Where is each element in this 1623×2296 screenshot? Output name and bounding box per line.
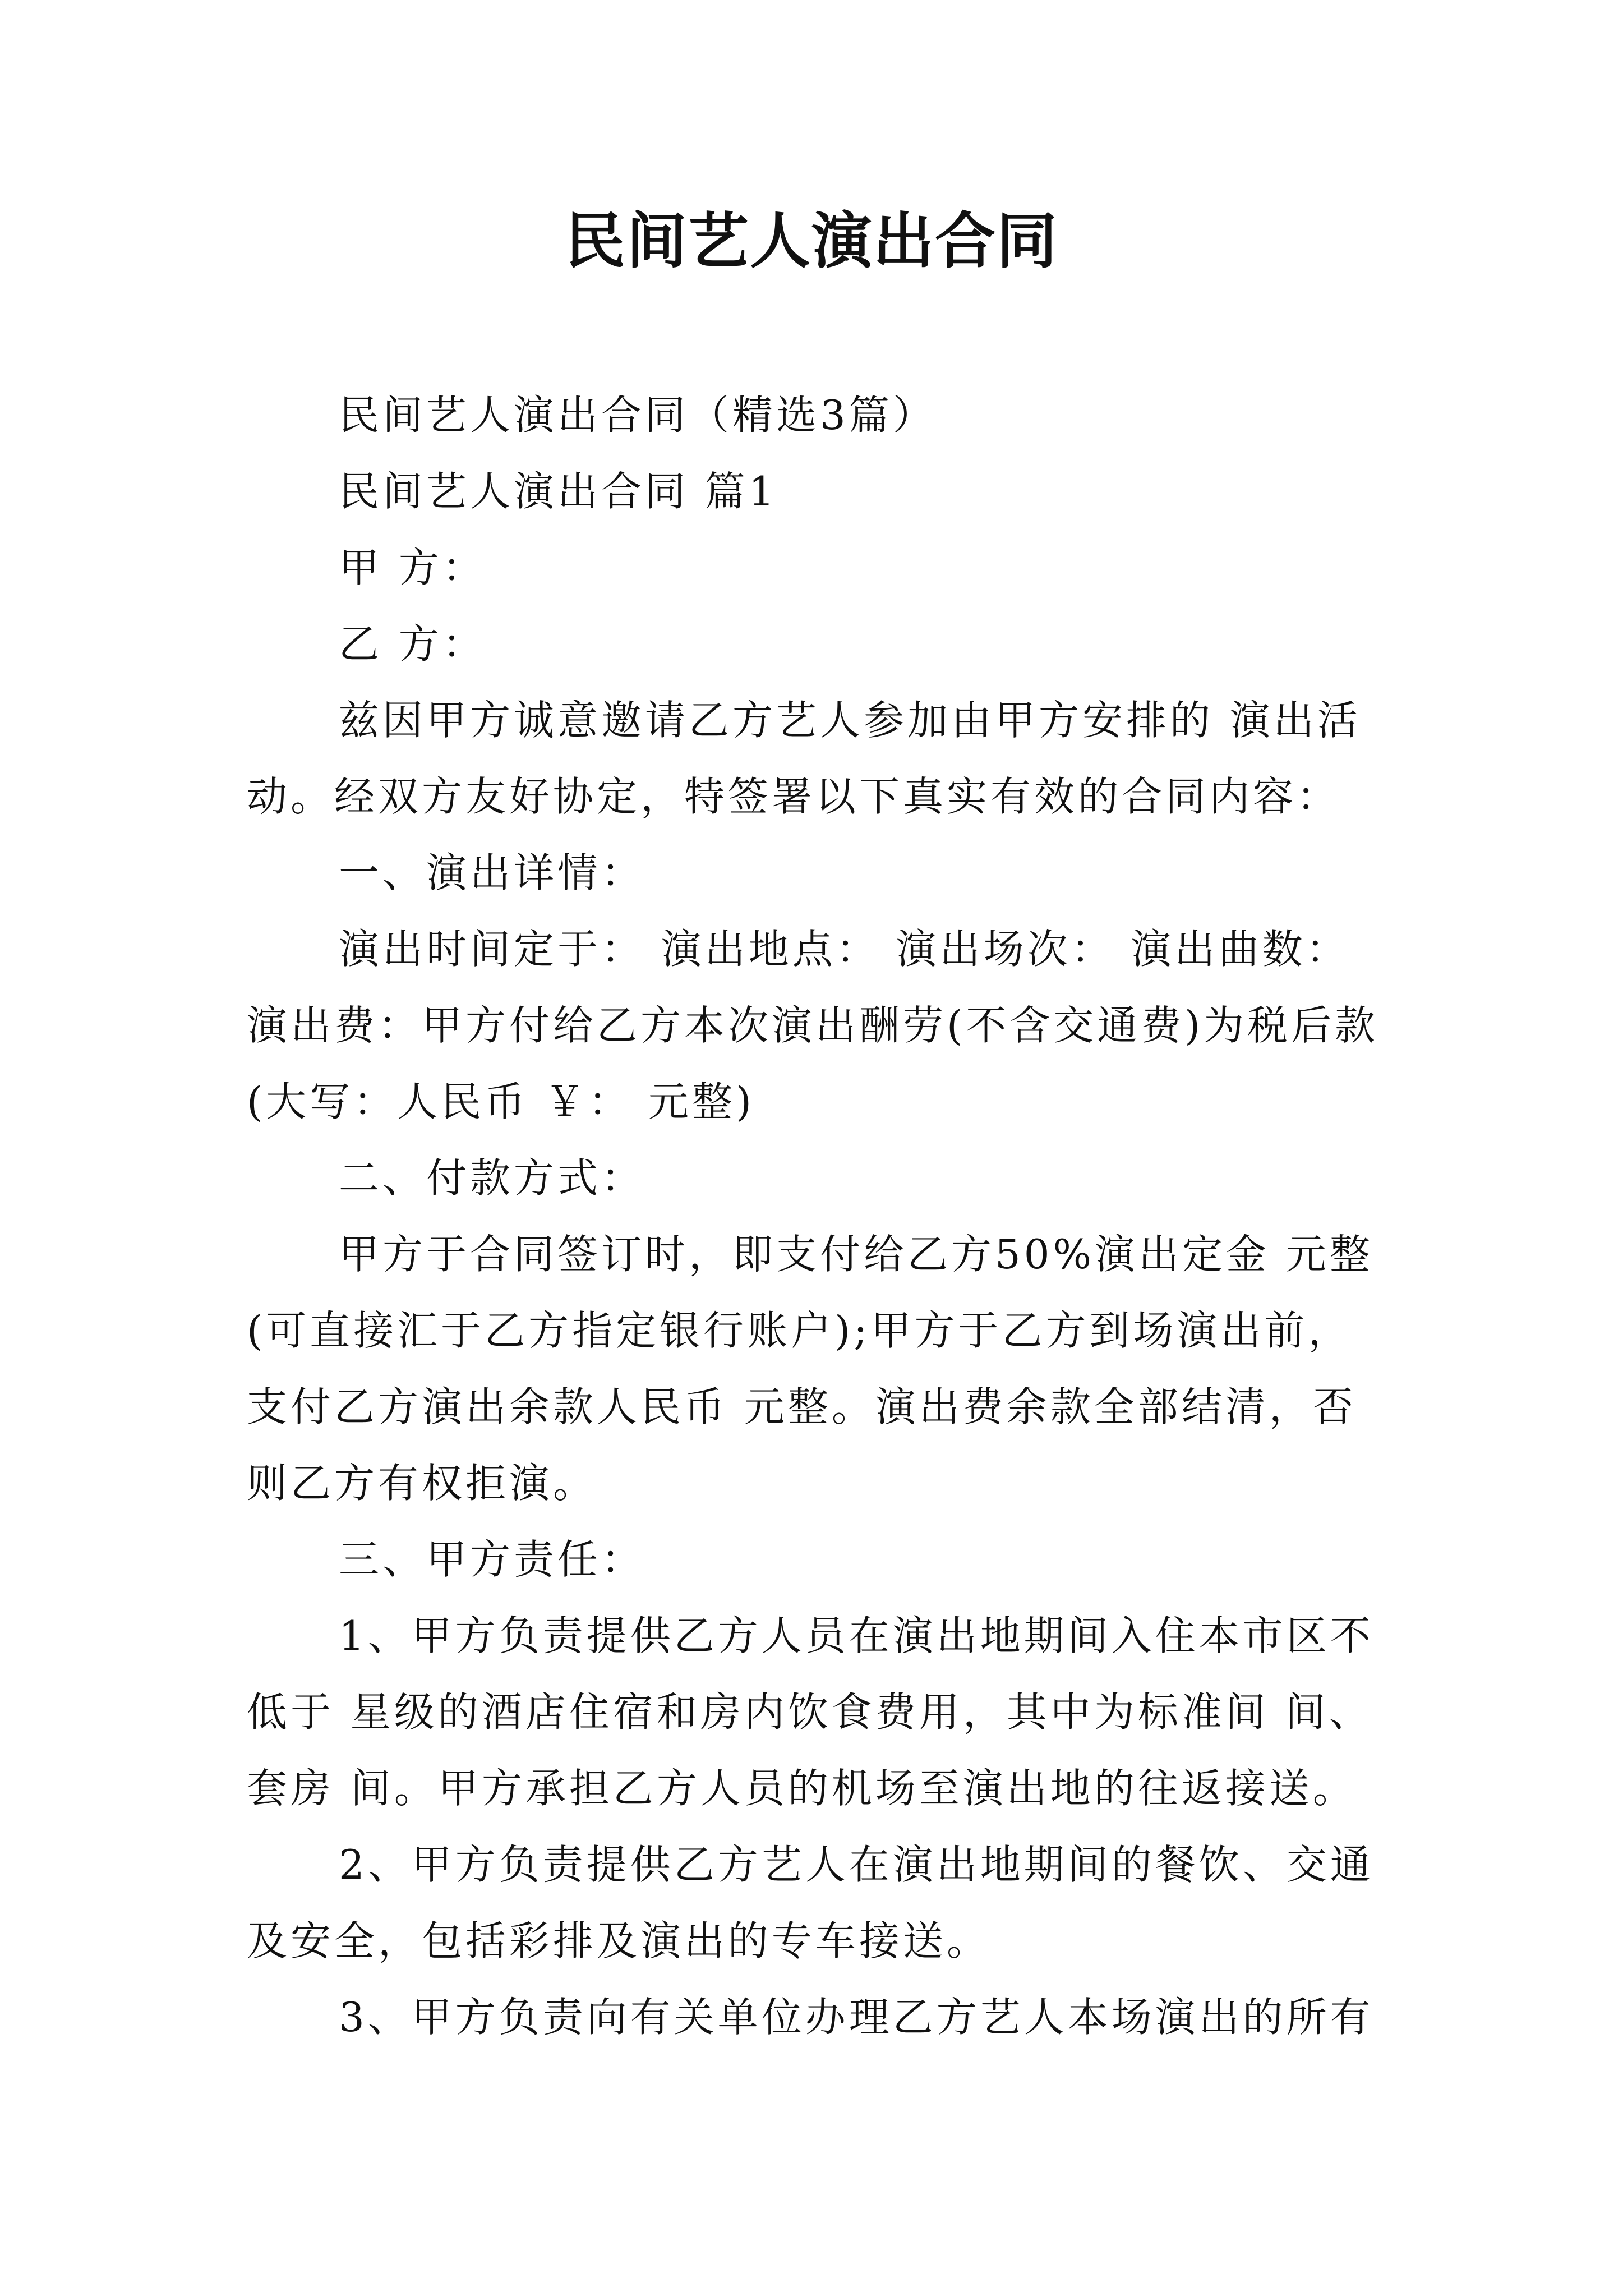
paragraph-line: (可直接汇于乙方指定银行账户);甲方于乙方到场演出前， [247, 1307, 1352, 1354]
paragraph-line: 支付乙方演出余款人民币 元整。演出费余款全部结清，否 [247, 1383, 1357, 1430]
paragraph-line: 1、甲方负责提供乙方人员在演出地期间入住本市区不 [339, 1612, 1374, 1659]
paragraph-line: 套房 间。甲方承担乙方人员的机场至演出地的往返接送。 [247, 1765, 1357, 1812]
section-heading-part1: 民间艺人演出合同 篇1 [339, 468, 778, 515]
paragraph-line: 动。经双方友好协定，特签署以下真实有效的合同内容： [247, 773, 1341, 820]
paragraph-line: 演出费：甲方付给乙方本次演出酬劳(不含交通费)为税后款 [247, 1002, 1379, 1049]
clause-heading-2: 二、付款方式： [339, 1154, 645, 1202]
paragraph-line: 兹因甲方诚意邀请乙方艺人参加由甲方安排的 演出活 [339, 697, 1361, 744]
paragraph-line: 及安全，包括彩排及演出的专车接送。 [247, 1917, 991, 1964]
subtitle-selection: 民间艺人演出合同（精选3篇） [339, 392, 937, 439]
party-b-label: 乙 方： [339, 620, 486, 668]
paragraph-line: 演出时间定于： 演出地点： 演出场次： 演出曲数： [339, 926, 1350, 973]
paragraph-line: (大写：人民币 ￥： 元整) [247, 1078, 755, 1125]
paragraph-line: 甲方于合同签订时，即支付给乙方50%演出定金 元整 [339, 1231, 1373, 1278]
clause-heading-3: 三、甲方责任： [339, 1536, 645, 1583]
paragraph-line: 2、甲方负责提供乙方艺人在演出地期间的餐饮、交通 [339, 1841, 1374, 1888]
document-title: 民间艺人演出合同 [564, 206, 1058, 277]
paragraph-line: 低于 星级的酒店住宿和房内饮食费用，其中为标准间 间、 [247, 1688, 1373, 1736]
party-a-label: 甲 方： [339, 544, 486, 591]
paragraph-line: 3、甲方负责向有关单位办理乙方艺人本场演出的所有 [339, 1994, 1374, 2041]
clause-heading-1: 一、演出详情： [339, 849, 645, 896]
paragraph-line: 则乙方有权拒演。 [247, 1460, 597, 1507]
